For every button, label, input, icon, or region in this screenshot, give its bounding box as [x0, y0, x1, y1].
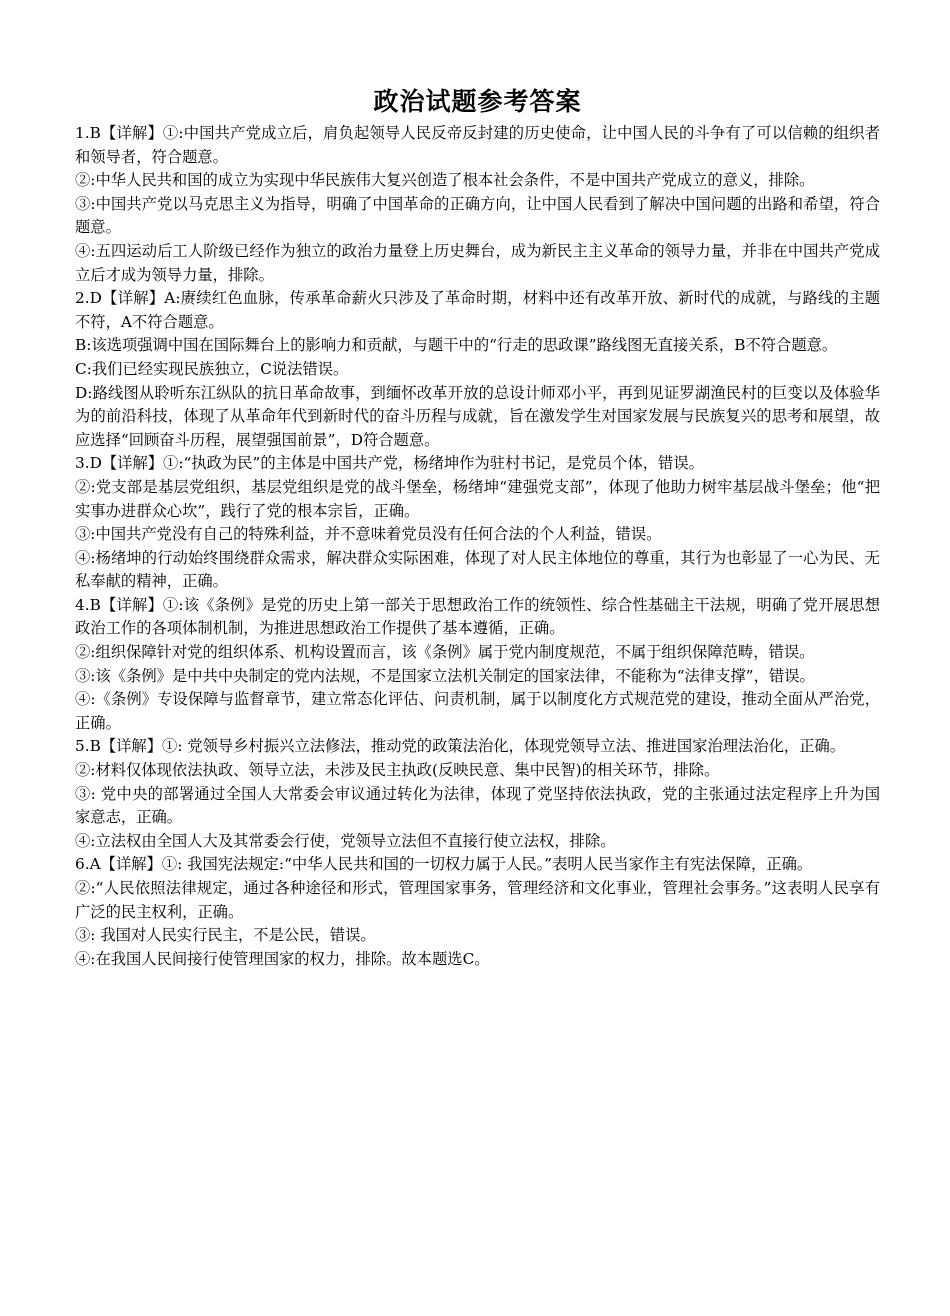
answer-paragraph: 3.D【详解】①:“执政为民”的主体是中国共产党，杨绪坤作为驻村书记，是党员个体，错误。 [75, 454, 704, 473]
answer-paragraph: ②:“人民依照法律规定，通过各种途径和形式，管理国家事务，管理经济和文化事业，管理社会事务。”这表明人民享有广泛的民主权利，正确。 [75, 879, 880, 921]
answer-paragraph: ④:在我国人民间接行使管理国家的权力，排除。故本题选C。 [75, 949, 490, 968]
answer-paragraph: ④:立法权由全国人大及其常委会行使，党领导立法但不直接行使立法权，排除。 [75, 831, 616, 850]
answer-paragraph: 4.B【详解】①:该《条例》是党的历史上第一部关于思想政治工作的统领性、综合性基础主干法规，明确了党开展思想政治工作的各项体制机制，为推进思想政治工作提供了基本遵循，正确。 [75, 595, 880, 638]
answer-paragraph: ③:中国共产党没有自己的特殊利益，并不意味着党员没有任何合法的个人利益，错误。 [75, 525, 662, 544]
answer-paragraph: C:我们已经实现民族独立，C说法错误。 [75, 359, 349, 378]
answer-paragraph: ③:中国共产党以马克思主义为指导，明确了中国革命的正确方向，让中国人民看到了解决中国问题的出路和希望，符合题意。 [75, 194, 880, 237]
answer-paragraph: ④:五四运动后工人阶级已经作为独立的政治力量登上历史舞台，成为新民主主义革命的领导力量，并非在中国共产党成立后才成为领导力量，排除。 [75, 241, 880, 284]
document-body [75, 122, 880, 971]
answer-paragraph: ②:中华人民共和国的成立为实现中华民族伟大复兴创造了根本社会条件，不是中国共产党成立的意义，排除。 [75, 171, 815, 190]
answer-paragraph: ②:组织保障针对党的组织体系、机构设置而言，该《条例》属于党内制度规范，不属于组织保障范畴，错误。 [75, 643, 815, 662]
answer-paragraph: ③: 我国对人民实行民主，不是公民，错误。 [75, 926, 376, 945]
answer-paragraph: 2.D【详解】A:赓续红色血脉，传承革命薪火只涉及了革命时期，材料中还有改革开放、新时代的成就，与路线的主题不符，A不符合题意。 [75, 289, 880, 331]
answer-paragraph: ④:杨绪坤的行动始终围绕群众需求，解决群众实际困难，体现了对人民主体地位的尊重，其行为也彰显了一心为民、无私奉献的精神，正确。 [75, 548, 880, 591]
answer-paragraph: B:该选项强调中国在国际舞台上的影响力和贡献，与题干中的“行走的思政课”路线图无直接关系，B不符合题意。 [75, 336, 838, 355]
answer-paragraph: D:路线图从聆听东江纵队的抗日革命故事，到缅怀改革开放的总设计师邓小平，再到见证罗湖渔民村的巨变以及体验华为的前沿科技，体现了从革命年代到新时代的奋斗历程与成就，旨在激发学生对国家发展与民族复兴的思考和展望，故应选择“回顾奋斗历程，展望强国前景”，D符合题意。 [75, 383, 880, 449]
answer-paragraph: 6.A【详解】①: 我国宪法规定:“中华人民共和国的一切权力属于人民。”表明人民当家作主有宪法保障，正确。 [75, 855, 813, 874]
answer-paragraph: ③:该《条例》是中共中央制定的党内法规，不是国家立法机关制定的国家法律，不能称为“法律支撑”，错误。 [75, 666, 815, 685]
answer-paragraph: ③: 党中央的部署通过全国人大常委会审议通过转化为法律，体现了党坚持依法执政，党的主张通过法定程序上升为国家意志，正确。 [75, 784, 880, 827]
page-title: 政治试题参考答案 [373, 87, 582, 116]
answer-document [75, 84, 880, 971]
answer-paragraph: 5.B【详解】①: 党领导乡村振兴立法修法，推动党的政策法治化，体现党领导立法、推进国家治理法治化，正确。 [75, 737, 846, 756]
answer-paragraph: ②:材料仅体现依法执政、领导立法，未涉及民主执政(反映民意、集中民智)的相关环节，排除。 [75, 761, 720, 780]
answer-paragraph: ②:党支部是基层党组织，基层党组织是党的战斗堡垒，杨绪坤“建强党支部”，体现了他助力树牢基层战斗堡垒；他“把实事办进群众心坎”，践行了党的根本宗旨，正确。 [75, 477, 880, 520]
answer-paragraph: ④:《条例》专设保障与监督章节，建立常态化评估、问责机制，属于以制度化方式规范党的建设，推动全面从严治党，正确。 [75, 690, 880, 732]
answer-paragraph: 1.B【详解】①:中国共产党成立后，肩负起领导人民反帝反封建的历史使命，让中国人民的斗争有了可以信赖的组织者和领导者，符合题意。 [75, 124, 880, 166]
